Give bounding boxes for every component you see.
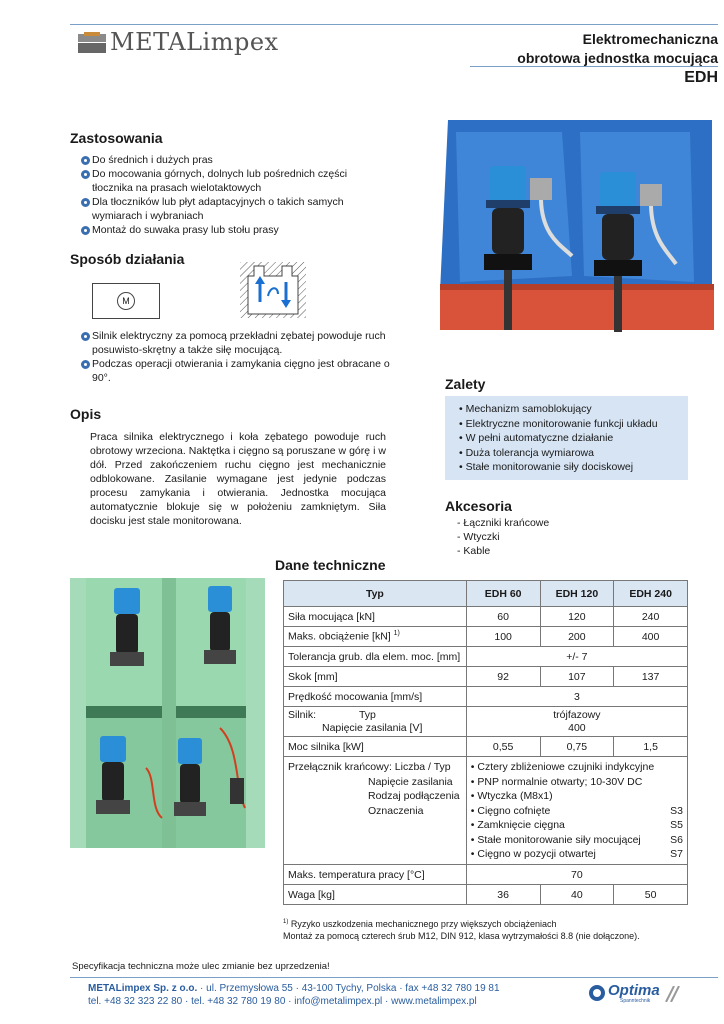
column-header: EDH 60 xyxy=(466,581,540,607)
table-row xyxy=(284,737,688,757)
spec-text: • Cztery zbliżeniowe czujniki indykcyjne xyxy=(470,761,655,773)
row-label-text: Maks. obciążenie [kN] xyxy=(288,630,391,643)
footnote-text: Ryzyko uszkodzenia mechanicznego przy większych obciążeniach xyxy=(290,919,557,929)
row-label: Waga [kg] xyxy=(284,885,467,905)
optima-logo-icon xyxy=(588,984,606,1002)
optima-logo xyxy=(588,982,684,1006)
row-label: Siła mocująca [kN] xyxy=(284,607,467,627)
disclaimer: Specyfikacja techniczna może ulec zmianie bez uprzedzenia! xyxy=(72,961,330,972)
row-label: Tolerancja grub. dla elem. moc. [mm] xyxy=(284,647,467,667)
cell: 137 xyxy=(614,667,688,687)
footnote-1 xyxy=(283,916,703,930)
row-label-text: Silnik: xyxy=(288,708,317,721)
list-item: Podczas operacji otwierania i zamykania cięgno jest obracane o 90°. xyxy=(80,357,390,385)
list-item: • W pełni automatyczne działanie xyxy=(459,432,614,444)
list-item: - Kable xyxy=(457,545,491,557)
metalimpex-logo-icon xyxy=(78,32,106,54)
cell xyxy=(466,707,687,737)
opis-text: Praca silnika elektrycznego i koła zębatego powoduje ruch obrotowy wrzeciona. Naktętka i cięgno są poruszane w górę i w dół. Przed zakończeniem ruchu cięgno jest mechanicznie odblokowane. Zasilanie wymagane jest jedynie podczas procesu zamykania i otwierania. Jednostka mocująca automatycznie blokuje się w położeniu zamkniętym. Siła docisku jest stale monitorowana. xyxy=(90,431,386,527)
footer-line-2: tel. +48 32 323 22 80 · tel. +48 32 780 19 80 · info@metalimpex.pl · www.metalimpex.pl xyxy=(88,996,477,1007)
stripes-icon xyxy=(664,986,682,1002)
spec-text: • PNP normalnie otwarty; 10-30V DC xyxy=(470,775,643,788)
title-line-3: EDH xyxy=(684,69,718,86)
list-item: • Stałe monitorowanie siły dociskowej xyxy=(459,461,634,473)
row-sublabel: Rodzaj podłączenia xyxy=(368,790,460,802)
cell: 0,55 xyxy=(466,737,540,757)
table-header-row xyxy=(284,581,688,607)
cell: 70 xyxy=(466,865,687,885)
spec-line xyxy=(471,775,683,790)
table-row xyxy=(284,757,688,865)
cell: 0,75 xyxy=(540,737,614,757)
row-label: Maks. temperatura pracy [°C] xyxy=(284,865,467,885)
title-line-2: obrotowa jednostka mocująca xyxy=(517,50,718,66)
brand-sub: Spanntechnik xyxy=(620,998,651,1004)
table-row xyxy=(284,707,688,737)
list-item: Montaż do suwaka prasy lub stołu prasy xyxy=(80,223,380,237)
spec-line xyxy=(471,804,683,819)
brand-name: Optima xyxy=(608,982,660,999)
column-header: Typ xyxy=(284,581,467,607)
row-sublabel: Oznaczenia xyxy=(368,804,424,817)
installation-photo xyxy=(70,578,265,848)
cell-line: 400 xyxy=(568,721,586,734)
sposob-list xyxy=(80,329,390,385)
cell-line: trójfazowy xyxy=(553,708,601,721)
cell: 100 xyxy=(466,627,540,647)
cell: 36 xyxy=(466,885,540,905)
cell: 60 xyxy=(466,607,540,627)
spec-code: S5 xyxy=(670,819,683,831)
spec-text: • Zamknięcie cięgna xyxy=(470,819,565,831)
table-row xyxy=(284,885,688,905)
table-footnotes xyxy=(283,916,703,942)
section-akcesoria-title: Akcesoria xyxy=(445,498,512,514)
row-sublabel: Napięcie zasilania [V] xyxy=(322,721,423,734)
column-header: EDH 240 xyxy=(614,581,688,607)
table-row xyxy=(284,607,688,627)
list-item: Dla tłoczników lub płyt adaptacyjnych o takich samych wymiarach i wybraniach xyxy=(80,195,380,223)
document-title xyxy=(517,30,718,88)
technical-data-table xyxy=(283,580,688,905)
table-row xyxy=(284,667,688,687)
row-label: Prędkość mocowania [mm/s] xyxy=(284,687,467,707)
spec-text: • Wtyczka (M8x1) xyxy=(470,790,553,802)
row-label xyxy=(284,707,467,737)
cell: 400 xyxy=(614,627,688,647)
list-item: • Mechanizm samoblokujący xyxy=(459,403,592,415)
footnote-2: Montaż za pomocą czterech śrub M12, DIN 912, klasa wytrzymałości 8.8 (nie dołączone). xyxy=(283,931,640,941)
row-label xyxy=(284,757,467,865)
section-dane-title: Dane techniczne xyxy=(275,557,386,573)
footer-contact xyxy=(88,982,500,1008)
spec-line xyxy=(471,818,683,833)
header-rule xyxy=(70,24,718,25)
section-zastosowania-title: Zastosowania xyxy=(70,130,163,146)
table-row xyxy=(284,627,688,647)
row-label-text: Przełącznik krańcowy: Liczba / Typ xyxy=(288,761,451,773)
spec-text: • Stałe monitorowanie siły mocującej xyxy=(470,833,641,846)
cell: 200 xyxy=(540,627,614,647)
clamp-diagram-icon xyxy=(240,262,306,318)
spec-code: S7 xyxy=(670,848,683,860)
section-sposob-title: Sposób działania xyxy=(70,251,185,267)
list-item: Silnik elektryczny za pomocą przekładni zębatej powoduje ruch posuwisto-skrętny a także siłę mocującą. xyxy=(80,329,390,357)
row-label xyxy=(284,627,467,647)
list-item: Do średnich i dużych pras xyxy=(80,153,380,167)
footer-rule xyxy=(70,977,718,978)
spec-line xyxy=(471,847,683,862)
footnote-marker: 1) xyxy=(283,919,289,925)
title-line-1: Elektromechaniczna xyxy=(582,31,718,47)
section-zalety-title: Zalety xyxy=(445,376,486,392)
row-sublabel: Typ xyxy=(358,708,376,721)
spec-line xyxy=(471,789,683,804)
cell: 107 xyxy=(540,667,614,687)
cell: 50 xyxy=(614,885,688,905)
list-item: Do mocowania górnych, dolnych lub pośrednich części tłocznika na prasach wielotaktowych xyxy=(80,167,380,195)
footer-line-1 xyxy=(88,982,500,995)
row-sublabel: Napięcie zasilania xyxy=(368,775,453,788)
title-rule xyxy=(470,66,718,67)
spec-code: S3 xyxy=(670,804,683,817)
cell: 3 xyxy=(466,687,687,707)
spec-line xyxy=(471,833,683,848)
cell: 240 xyxy=(614,607,688,627)
motor-symbol: M xyxy=(117,292,135,310)
logo-text: METALimpex xyxy=(110,28,279,56)
cell: 120 xyxy=(540,607,614,627)
cell: 40 xyxy=(540,885,614,905)
row-label: Skok [mm] xyxy=(284,667,467,687)
list-item: • Duża tolerancja wymiarowa xyxy=(459,446,594,459)
table-row xyxy=(284,647,688,667)
cell: 92 xyxy=(466,667,540,687)
cell xyxy=(466,757,687,865)
section-opis-title: Opis xyxy=(70,406,102,422)
row-label: Moc silnika [kW] xyxy=(284,737,467,757)
list-item: - Wtyczki xyxy=(457,531,500,543)
company-address: · ul. Przemysłowa 55 · 43-100 Tychy, Polska · fax +48 32 780 19 81 xyxy=(200,983,500,994)
akcesoria-list xyxy=(457,516,549,558)
spec-line xyxy=(471,760,683,775)
table-row xyxy=(284,865,688,885)
zalety-box xyxy=(445,396,688,480)
list-item: • Elektryczne monitorowanie funkcji układu xyxy=(459,417,658,430)
cell: 1,5 xyxy=(614,737,688,757)
column-header: EDH 120 xyxy=(540,581,614,607)
table-row xyxy=(284,687,688,707)
list-item: - Łączniki krańcowe xyxy=(457,517,550,529)
company-name: METALimpex Sp. z o.o. xyxy=(88,983,198,994)
footnote-marker: 1) xyxy=(393,630,400,638)
spec-code: S6 xyxy=(670,833,683,846)
cell: +/- 7 xyxy=(466,647,687,667)
zastosowania-list xyxy=(80,153,380,237)
spec-text: • Cięgno cofnięte xyxy=(470,804,551,817)
spec-text: • Cięgno w pozycji otwartej xyxy=(470,848,596,860)
product-photo xyxy=(432,106,718,338)
